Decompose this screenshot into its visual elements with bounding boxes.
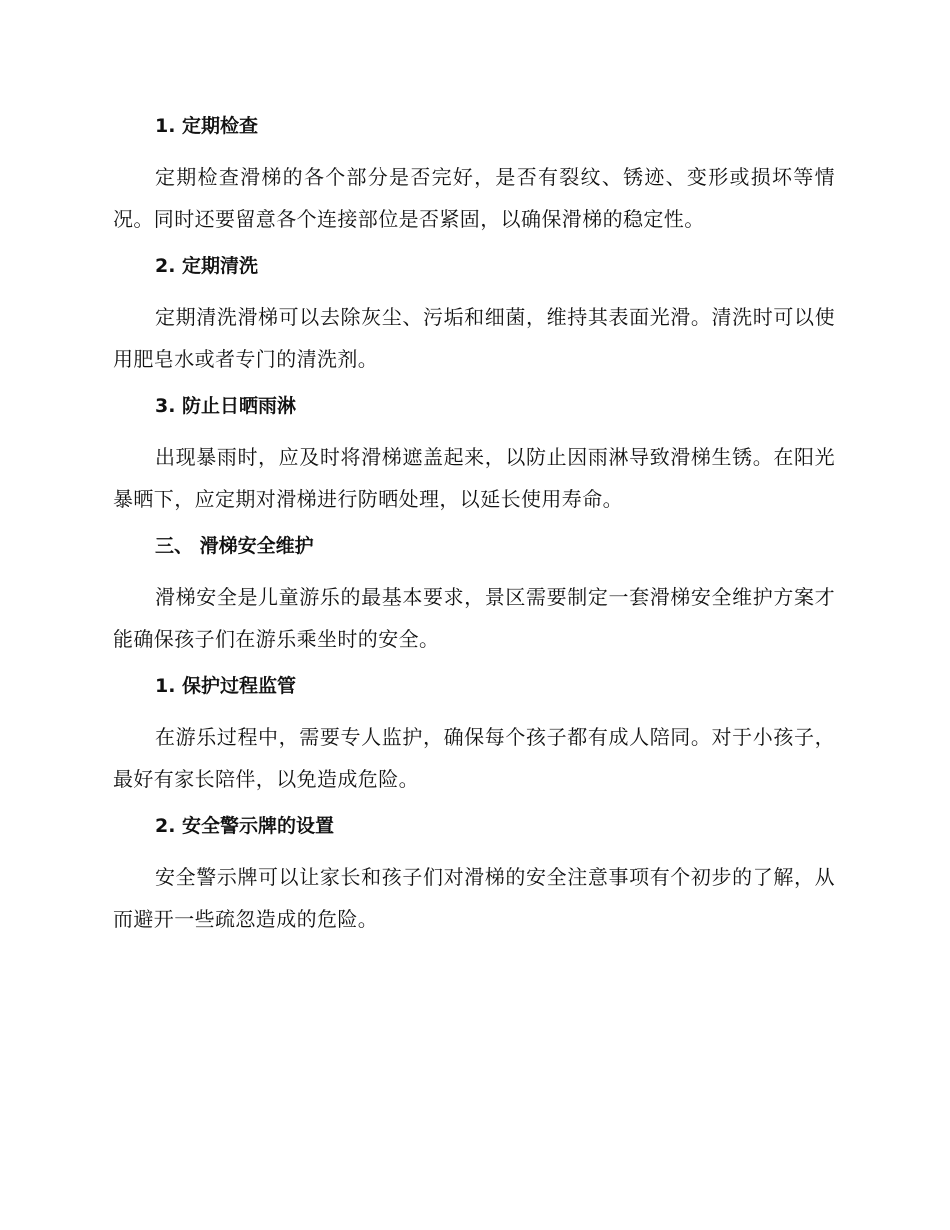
section-heading-safety-maintenance: 三、 滑梯安全维护 (155, 535, 314, 557)
heading-regular-inspection: 1. 定期检查 (155, 115, 259, 137)
heading-weather-protection: 3. 防止日晒雨淋 (155, 395, 297, 417)
paragraph-weather-protection: 出现暴雨时，应及时将滑梯遮盖起来，以防止因雨淋导致滑梯生锈。在阳光暴晒下，应定期对滑梯进行防晒处理，以延长使用寿命。 (113, 445, 835, 511)
heading-warning-signs: 2. 安全警示牌的设置 (155, 815, 335, 837)
paragraph-supervision: 在游乐过程中，需要专人监护，确保每个孩子都有成人陪同。对于小孩子，最好有家长陪伴，以免造成危险。 (113, 725, 835, 791)
heading-supervision: 1. 保护过程监管 (155, 675, 297, 697)
heading-regular-cleaning: 2. 定期清洗 (155, 255, 259, 277)
paragraph-regular-inspection: 定期检查滑梯的各个部分是否完好，是否有裂纹、锈迹、变形或损坏等情况。同时还要留意各个连接部位是否紧固，以确保滑梯的稳定性。 (113, 165, 835, 231)
paragraph-regular-cleaning: 定期清洗滑梯可以去除灰尘、污垢和细菌，维持其表面光滑。清洗时可以使用肥皂水或者专门的清洗剂。 (113, 305, 835, 371)
document-body (113, 110, 835, 950)
paragraph-safety-maintenance: 滑梯安全是儿童游乐的最基本要求，景区需要制定一套滑梯安全维护方案才能确保孩子们在游乐乘坐时的安全。 (113, 585, 835, 651)
paragraph-warning-signs: 安全警示牌可以让家长和孩子们对滑梯的安全注意事项有个初步的了解，从而避开一些疏忽造成的危险。 (113, 865, 835, 931)
